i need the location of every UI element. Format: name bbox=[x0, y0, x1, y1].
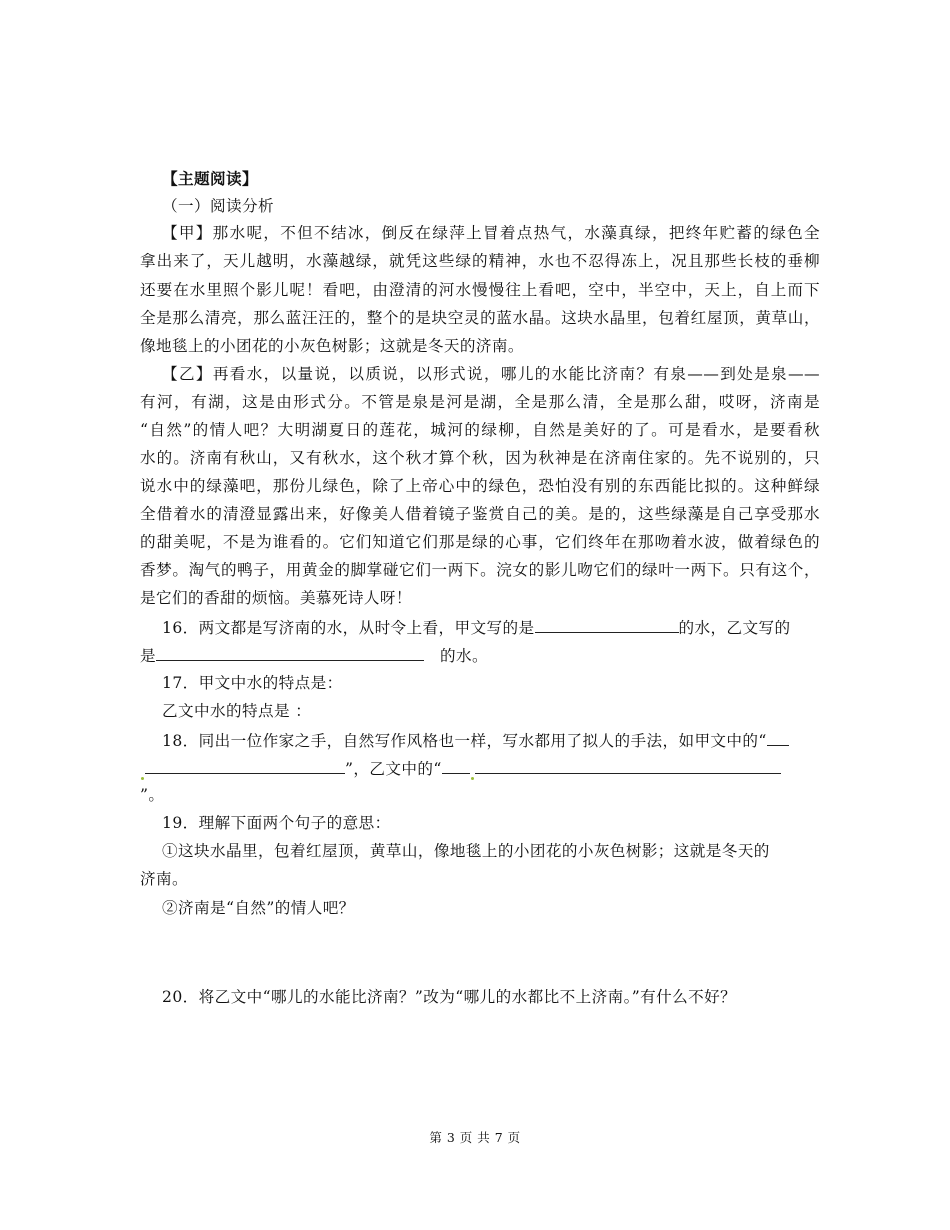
answer-blank[interactable] bbox=[145, 757, 345, 774]
question-19-item1-cont: 济南。 bbox=[140, 870, 188, 888]
passage-line: 香梦。淘气的鸭子，用黄金的脚掌碰它们一两下。浣女的影儿吻它们的绿叶一两下。只有这个， bbox=[140, 561, 820, 579]
answer-blank[interactable] bbox=[442, 757, 470, 774]
question-18-line1: 18．同出一位作家之手，自然写作风格也一样，写水都用了拟人的手法，如甲文中的“ bbox=[162, 729, 822, 752]
passage-line: “自然”的情人吧？大明湖夏日的莲花，城河的绿柳，自然是美好的了。可是看水，是要看秋 bbox=[140, 421, 820, 439]
answer-blank[interactable] bbox=[475, 757, 781, 774]
passage-line: 全是那么清亮，那么蓝汪汪的，整个的是块空灵的蓝水晶。这块水晶里，包着红屋顶，黄草山， bbox=[140, 309, 820, 327]
question-18-line3: ”。 bbox=[140, 786, 165, 804]
question-18-line2: ”，乙文中的“ bbox=[140, 757, 820, 780]
question-19-item1: ①这块水晶里，包着红屋顶，黄草山，像地毯上的小团花的小灰色树影；这就是冬天的 bbox=[162, 842, 770, 860]
answer-blank[interactable] bbox=[535, 616, 679, 633]
answer-blank[interactable] bbox=[767, 729, 789, 746]
section-subtitle: （一）阅读分析 bbox=[162, 197, 274, 215]
question-17: 17．甲文中水的特点是： bbox=[162, 674, 343, 692]
passage-line: 还要在水里照个影儿呢！看吧，由澄清的河水慢慢往上看吧，空中，半空中，天上，自上而下 bbox=[140, 281, 820, 299]
passage-line: 水的。济南有秋山，又有秋水，这个秋才算个秋，因为秋神是在济南住家的。先不说别的，只 bbox=[140, 449, 820, 467]
page-footer: 第 3 页 共 7 页 bbox=[429, 1130, 521, 1145]
passage-line: 的甜美呢，不是为谁看的。它们知道它们那是绿的心事，它们终年在那吻着水波，做着绿色的 bbox=[140, 533, 820, 551]
question-17-part2: 乙文中水的特点是 ： bbox=[162, 702, 312, 720]
mark-dot bbox=[141, 777, 144, 780]
passage-line: 说水中的绿藻吧，那份儿绿色，除了上帝心中的绿色，恐怕没有别的东西能比拟的。这种鲜绿 bbox=[140, 477, 820, 495]
passage-line: 像地毯上的小团花的小灰色树影；这就是冬天的济南。 bbox=[140, 337, 524, 355]
question-16-line2: 是 的水。 bbox=[140, 644, 820, 667]
section-title: 【主题阅读】 bbox=[162, 169, 258, 188]
passage-line: 拿出来了，天儿越明，水藻越绿，就凭这些绿的精神，水也不忍得冻上，况且那些长枝的垂柳 bbox=[140, 252, 820, 270]
question-19-title: 19．理解下面两个句子的意思： bbox=[162, 814, 391, 832]
passage-line: 是它们的香甜的烦恼。美慕死诗人呀！ bbox=[140, 589, 412, 607]
passage-line: 【甲】那水呢，不但不结冰，倒反在绿萍上冒着点热气，水藻真绿，把终年贮蓄的绿色全 bbox=[162, 224, 820, 242]
passage-line: 全借着水的清澄显露出来，好像美人借着镜子鉴赏自己的美。是的，这些绿藻是自己享受那水 bbox=[140, 505, 820, 523]
answer-blank[interactable] bbox=[156, 644, 424, 661]
question-16-line1: 16．两文都是写济南的水，从时令上看，甲文写的是 的水，乙文写的 bbox=[162, 616, 822, 639]
question-20: 20．将乙文中“哪儿的水能比济南？”改为“哪儿的水都比不上济南。”有什么不好？ bbox=[162, 988, 737, 1006]
passage-line: 【乙】再看水，以量说，以质说，以形式说，哪儿的水能比济南？有泉——到处是泉—— bbox=[162, 365, 820, 383]
question-19-item2: ②济南是“自然”的情人吧？ bbox=[162, 899, 355, 917]
passage-line: 有河，有湖，这是由形式分。不管是泉是河是湖，全是那么清，全是那么甜，哎呀，济南是 bbox=[140, 393, 820, 411]
mark-dot bbox=[471, 777, 474, 780]
